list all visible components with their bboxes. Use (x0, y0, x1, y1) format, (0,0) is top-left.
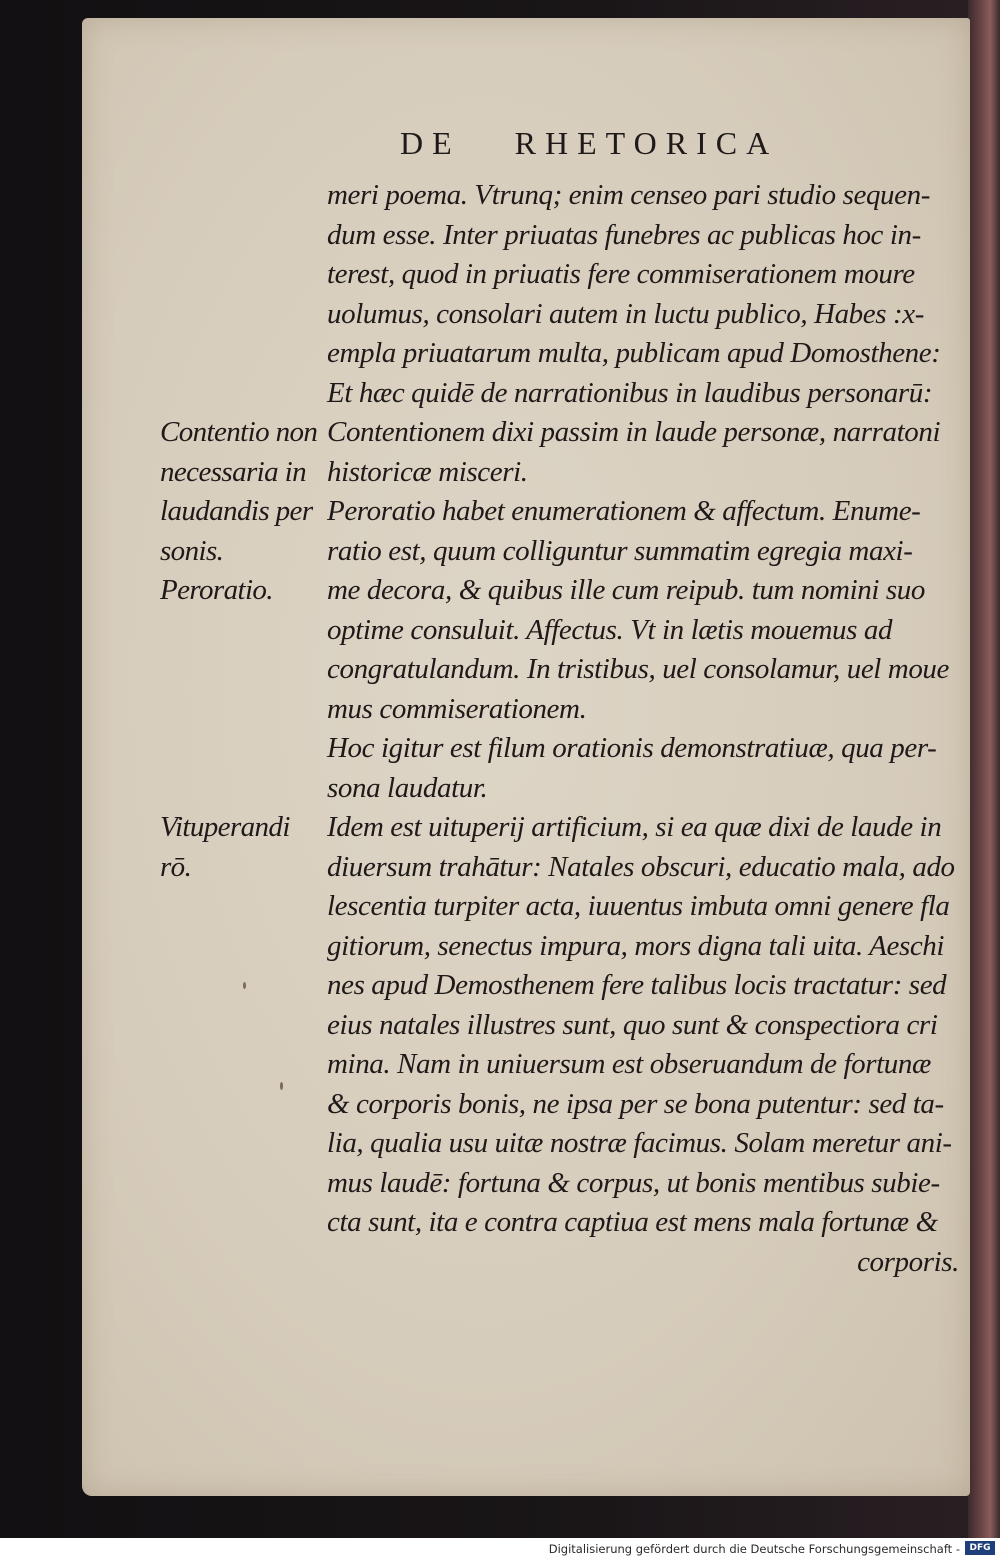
text-line: me decora, & quibus ille cum reipub. tum nomini suo (327, 574, 925, 606)
text-line: cta sunt, ita e contra captiua est mens mala fortunæ & (327, 1206, 938, 1238)
text-line: Hoc igitur est filum orationis demonstratiuæ, qua per- (327, 732, 937, 764)
text-line: uolumus, consolari autem in luctu publico, Habes :x- (327, 297, 924, 330)
text-line: diuersum trahātur: Natales obscuri, educatio mala, ado (327, 850, 955, 883)
margin-note-line: Vituperandi (160, 811, 290, 843)
text-line: mus laudē: fortuna & corpus, ut bonis mentibus subie- (327, 1166, 940, 1199)
adjacent-page-edge (968, 0, 1000, 1538)
text-line: Peroratio habet enumerationem & affectum. Enume- (327, 495, 921, 527)
margin-note-contentio (160, 413, 330, 571)
text-line: sona laudatur. (327, 771, 488, 804)
footer-bar (0, 1538, 1000, 1559)
text-line: & corporis bonis, ne ipsa per se bona putentur: sed ta- (327, 1087, 944, 1120)
catchword-line: corporis. (857, 1245, 959, 1278)
text-line: congratulandum. In tristibus, uel consolamur, uel moue (327, 653, 950, 685)
text-line: nes apud Demosthenem fere talibus locis tractatur: sed (327, 969, 947, 1001)
margin-note-line: sonis. (160, 534, 224, 567)
text-line: Idem est uituperij artificium, si ea quæ dixi de laude in (327, 811, 942, 843)
text-line: optime consuluit. Affectus. Vt in lætis mouemus ad (327, 613, 893, 646)
text-line: mina. Nam in uniuersum est obseruandum de fortunæ (327, 1048, 931, 1080)
margin-note-peroratio (160, 571, 330, 611)
text-line: dum esse. Inter priuatas funebres ac publicas hoc in- (327, 218, 921, 251)
text-line: empla priuatarum multa, publicam apud Domosthene: (327, 337, 941, 369)
text-line: mus commiserationem. (327, 692, 587, 725)
text-line: terest, quod in priuatis fere commiserationem moure (327, 258, 915, 290)
text-line: historicæ misceri. (327, 455, 528, 488)
text-line: gitiorum, senectus impura, mors digna tali uita. Aeschi (327, 929, 945, 962)
margin-note-line: rō. (160, 850, 192, 883)
margin-note-line: Contentio non (160, 416, 318, 448)
text-line: meri poema. Vtrunq; enim censeo pari studio sequen- (327, 179, 930, 211)
running-head-word: DE (400, 125, 461, 161)
funding-notice: Digitalisierung gefördert durch die Deutsche Forschungsgemeinschaft - (548, 1542, 960, 1556)
body-text (327, 176, 967, 1282)
running-head-word: RHETORICA (514, 125, 779, 161)
running-head (400, 125, 860, 162)
paper-speck (280, 1082, 283, 1090)
margin-note-line: laudandis per (160, 495, 313, 527)
text-line: lescentia turpiter acta, iuuentus imbuta omni genere fla (327, 890, 950, 922)
text-line: Et hæc quidē de narrationibus in laudibus personarū: (327, 376, 933, 409)
dfg-logo: DFG (965, 1541, 995, 1555)
margin-note-line: Peroratio. (160, 574, 273, 606)
margin-note-line: necessaria in (160, 455, 307, 488)
margin-note-vituperandi (160, 808, 330, 887)
text-line: lia, qualia usu uitæ nostræ facimus. Solam meretur ani- (327, 1127, 952, 1159)
paper-speck (243, 982, 246, 989)
text-line: ratio est, quum colliguntur summatim egregia maxi- (327, 534, 913, 567)
text-line: eius natales illustres sunt, quo sunt & conspectiora cri (327, 1008, 938, 1041)
text-line: Contentionem dixi passim in laude personæ, narratoni (327, 416, 941, 448)
